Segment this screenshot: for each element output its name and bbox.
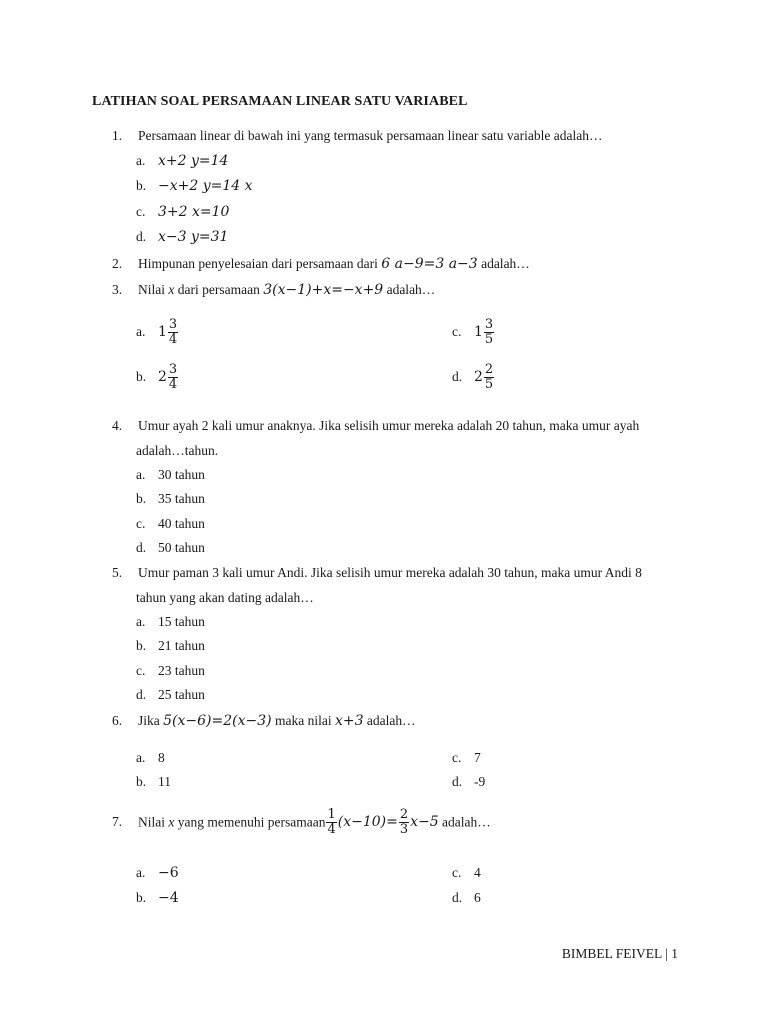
question-text-mid: yang memenuhi persamaan	[177, 814, 326, 830]
option-text: -9	[474, 774, 486, 789]
option-3b	[136, 363, 179, 391]
option-label: b.	[136, 774, 147, 789]
option-text: 30 tahun	[158, 467, 205, 482]
option-7d	[452, 891, 481, 905]
option-3c	[452, 318, 495, 346]
option-label: c.	[452, 324, 462, 340]
question-2	[112, 257, 530, 271]
fraction	[484, 318, 494, 346]
mixed-whole: 1	[158, 324, 167, 341]
option-text: 15 tahun	[158, 614, 205, 629]
question-5-line2: tahun yang akan dating adalah…	[136, 590, 314, 605]
option-label: b.	[136, 369, 147, 385]
question-4-line2: adalah…tahun.	[136, 443, 219, 458]
mixed-whole: 1	[474, 324, 483, 341]
option-text: 25 tahun	[158, 687, 205, 702]
option-label: b.	[136, 638, 147, 653]
question-text: Umur paman 3 kali umur Andi. Jika selisih umur mereka adalah 30 tahun, maka umur Andi 8	[138, 565, 642, 580]
option-label: b.	[136, 890, 147, 905]
denominator: 5	[484, 376, 494, 392]
question-number: 7.	[112, 814, 123, 830]
option-expression: 3+2 x=10	[158, 204, 230, 220]
fraction	[484, 363, 494, 391]
option-4a	[136, 468, 205, 482]
option-label: c.	[136, 516, 146, 531]
mixed-whole: 2	[474, 369, 483, 386]
mixed-whole: 2	[158, 369, 167, 386]
question-number: 4.	[112, 418, 123, 433]
question-text: Persamaan linear di bawah ini yang termasuk persamaan linear satu variable adalah…	[138, 128, 603, 143]
equation-part: x−5	[410, 814, 439, 831]
option-7a	[136, 866, 179, 880]
option-label: d.	[452, 890, 463, 905]
option-label: d.	[136, 687, 147, 702]
option-expression: x+2 y=14	[158, 153, 229, 169]
question-text: Nilai	[138, 282, 165, 297]
option-expression: −x+2 y=14 x	[158, 178, 253, 194]
option-label: d.	[136, 540, 147, 555]
question-text-end: adalah…	[386, 282, 436, 297]
option-5d	[136, 688, 205, 702]
denominator: 4	[327, 821, 336, 837]
numerator: 2	[399, 807, 409, 822]
option-label: a.	[136, 467, 146, 482]
option-text: −4	[158, 890, 179, 906]
option-4d	[136, 541, 205, 555]
option-4c	[136, 517, 205, 531]
question-number: 5.	[112, 565, 123, 580]
option-text: 4	[474, 865, 481, 880]
option-text: 23 tahun	[158, 663, 205, 678]
numerator: 3	[168, 317, 178, 332]
numerator: 3	[484, 317, 494, 332]
question-text: Umur ayah 2 kali umur anaknya. Jika selisih umur mereka adalah 20 tahun, maka umur ayah	[138, 418, 640, 433]
page-footer: BIMBEL FEIVEL | 1	[561, 946, 678, 961]
option-7c	[452, 866, 481, 880]
expression: x+3	[334, 713, 364, 729]
option-label: b.	[136, 491, 147, 506]
question-number: 1.	[112, 128, 123, 143]
option-3a	[136, 318, 179, 346]
question-text: Jika	[138, 713, 160, 728]
question-text: Nilai	[138, 814, 165, 830]
option-1c	[136, 205, 229, 219]
fraction	[168, 318, 178, 346]
option-6d	[452, 775, 485, 789]
option-6c	[452, 751, 481, 765]
option-label: c.	[452, 750, 462, 765]
option-label: a.	[136, 750, 146, 765]
equation: 6 a−9=3 a−3	[381, 256, 478, 272]
question-6	[112, 714, 416, 728]
question-5	[112, 566, 642, 580]
variable: x	[168, 814, 175, 830]
fraction	[326, 808, 336, 836]
question-4	[112, 419, 639, 433]
option-text: 7	[474, 750, 481, 765]
option-5a	[136, 615, 205, 629]
variable: x	[168, 282, 175, 297]
numerator: 3	[168, 362, 178, 377]
question-text: Himpunan penyelesaian dari persamaan dari	[138, 256, 378, 271]
page-title: LATIHAN SOAL PERSAMAAN LINEAR SATU VARIABEL	[92, 94, 468, 109]
option-5b	[136, 639, 205, 653]
question-text-end: adalah…	[366, 713, 416, 728]
equation: 5(x−6)=2(x−3)	[163, 713, 272, 729]
question-1	[112, 129, 602, 143]
question-3	[112, 283, 435, 297]
option-label: a.	[136, 614, 146, 629]
equation: 3(x−1)+x=−x+9	[263, 282, 384, 298]
option-3d	[452, 363, 495, 391]
denominator: 4	[168, 331, 178, 347]
denominator: 4	[168, 376, 178, 392]
option-5c	[136, 664, 205, 678]
option-text: 11	[158, 774, 171, 789]
numerator: 1	[327, 807, 336, 822]
question-text-mid: maka nilai	[274, 713, 332, 728]
option-text: 40 tahun	[158, 516, 205, 531]
option-text: 8	[158, 750, 165, 765]
option-label: d.	[452, 774, 463, 789]
option-label: b.	[136, 178, 147, 193]
option-6a	[136, 751, 165, 765]
denominator: 3	[399, 821, 409, 837]
option-label: a.	[136, 153, 146, 168]
numerator: 2	[484, 362, 494, 377]
question-text-mid: dari persamaan	[177, 282, 260, 297]
option-label: d.	[452, 369, 463, 385]
option-1a	[136, 154, 228, 168]
option-text: 21 tahun	[158, 638, 205, 653]
question-7	[112, 808, 491, 836]
equation-part: (x−10)=	[337, 814, 398, 831]
question-number: 2.	[112, 256, 123, 271]
option-label: c.	[136, 663, 146, 678]
option-6b	[136, 775, 171, 789]
denominator: 5	[484, 331, 494, 347]
fraction	[399, 808, 409, 836]
option-label: a.	[136, 324, 146, 340]
option-text: 6	[474, 890, 481, 905]
question-text-end: adalah…	[442, 814, 491, 830]
option-label: c.	[136, 204, 146, 219]
option-label: a.	[136, 865, 146, 880]
option-text: 50 tahun	[158, 540, 205, 555]
option-text: 35 tahun	[158, 491, 205, 506]
option-label: c.	[452, 865, 462, 880]
option-1b	[136, 179, 253, 193]
option-1d	[136, 230, 228, 244]
option-expression: x−3 y=31	[158, 229, 229, 245]
option-7b	[136, 891, 179, 905]
question-number: 3.	[112, 282, 123, 297]
option-label: d.	[136, 229, 147, 244]
question-text-end: adalah…	[481, 256, 530, 271]
question-number: 6.	[112, 713, 123, 728]
option-text: −6	[158, 865, 179, 881]
option-4b	[136, 492, 205, 506]
fraction	[168, 363, 178, 391]
